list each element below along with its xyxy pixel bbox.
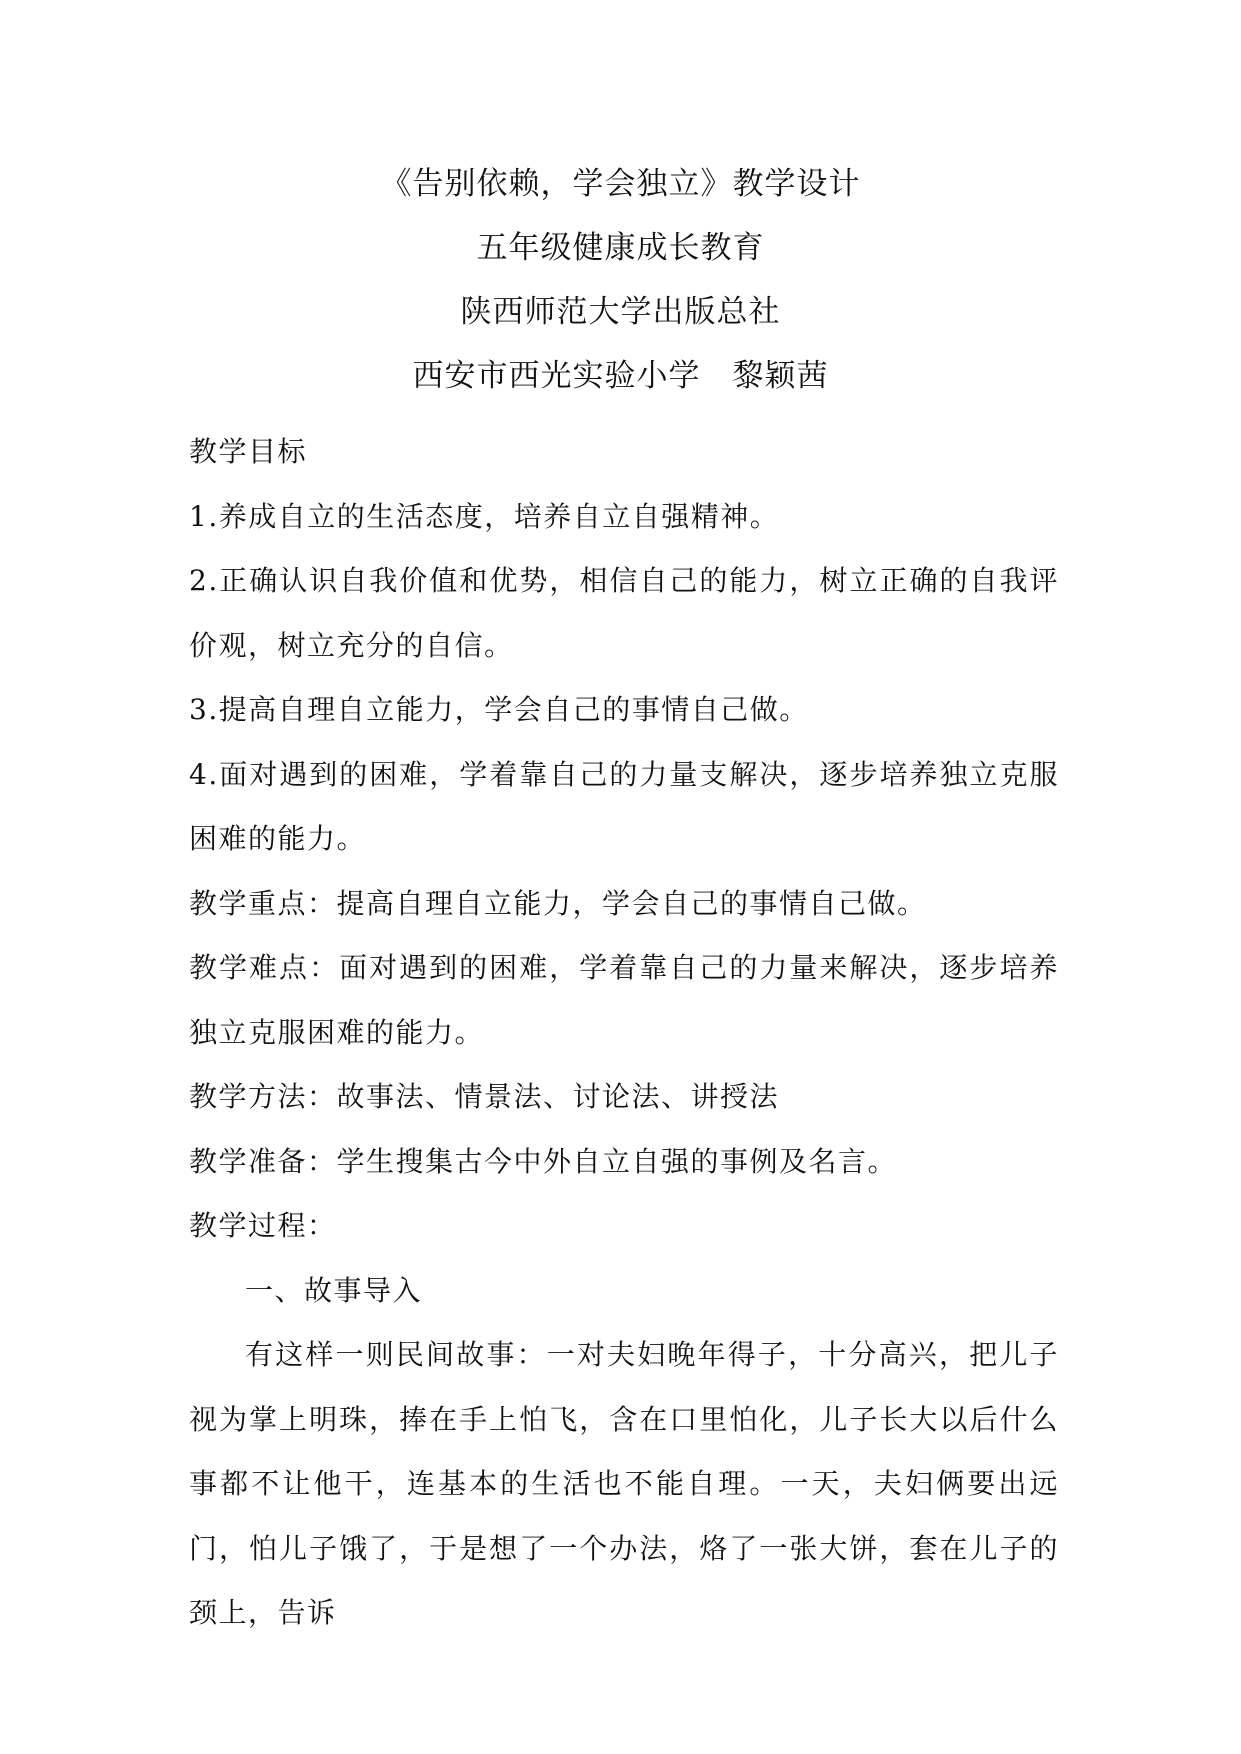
author-line: 西安市西光实验小学 黎颖茜 [412, 358, 829, 394]
document-body [189, 420, 1059, 1646]
document-title: 《告别依赖，学会独立》教学设计 [380, 166, 861, 202]
publisher-line: 陕西师范大学出版总社 [460, 294, 781, 330]
objective-item: 1.养成自立的生活态度，培养自立自强精神。 [189, 499, 780, 533]
difficulty-paragraph: 教学难点：面对遇到的困难，学着靠自己的力量来解决，逐步培养独立克服困难的能力。 [189, 951, 1059, 1049]
objectives-heading: 教学目标 [189, 435, 308, 468]
story-paragraph: 有这样一则民间故事：一对夫妇晚年得子，十分高兴，把儿子视为掌上明珠，捧在手上怕飞，含在口里怕化，儿子长大以后什么事都不让他干，连基本的生活也不能自理。一天，夫妇俩要出远门，怕儿子饿了，于是想了一个办法，烙了一张大饼，套在儿子的颈上，告诉 [189, 1338, 1059, 1629]
grade-subtitle: 五年级健康成长教育 [476, 230, 765, 266]
preparation-paragraph: 教学准备：学生搜集古今中外自立自强的事例及名言。 [189, 1144, 898, 1178]
objective-item: 2.正确认识自我价值和优势，相信自己的能力，树立正确的自我评价观，树立充分的自信。 [189, 564, 1059, 662]
process-heading: 教学过程： [189, 1209, 337, 1242]
objective-item: 3.提高自理自立能力，学会自己的事情自己做。 [189, 693, 809, 726]
key-point-paragraph: 教学重点：提高自理自立能力，学会自己的事情自己做。 [189, 886, 927, 920]
section-heading: 一、故事导入 [245, 1273, 423, 1307]
objective-item: 4.面对遇到的困难，学着靠自己的力量支解决，逐步培养独立克服困难的能力。 [189, 757, 1059, 855]
methods-paragraph: 教学方法：故事法、情景法、讨论法、讲授法 [189, 1080, 780, 1113]
